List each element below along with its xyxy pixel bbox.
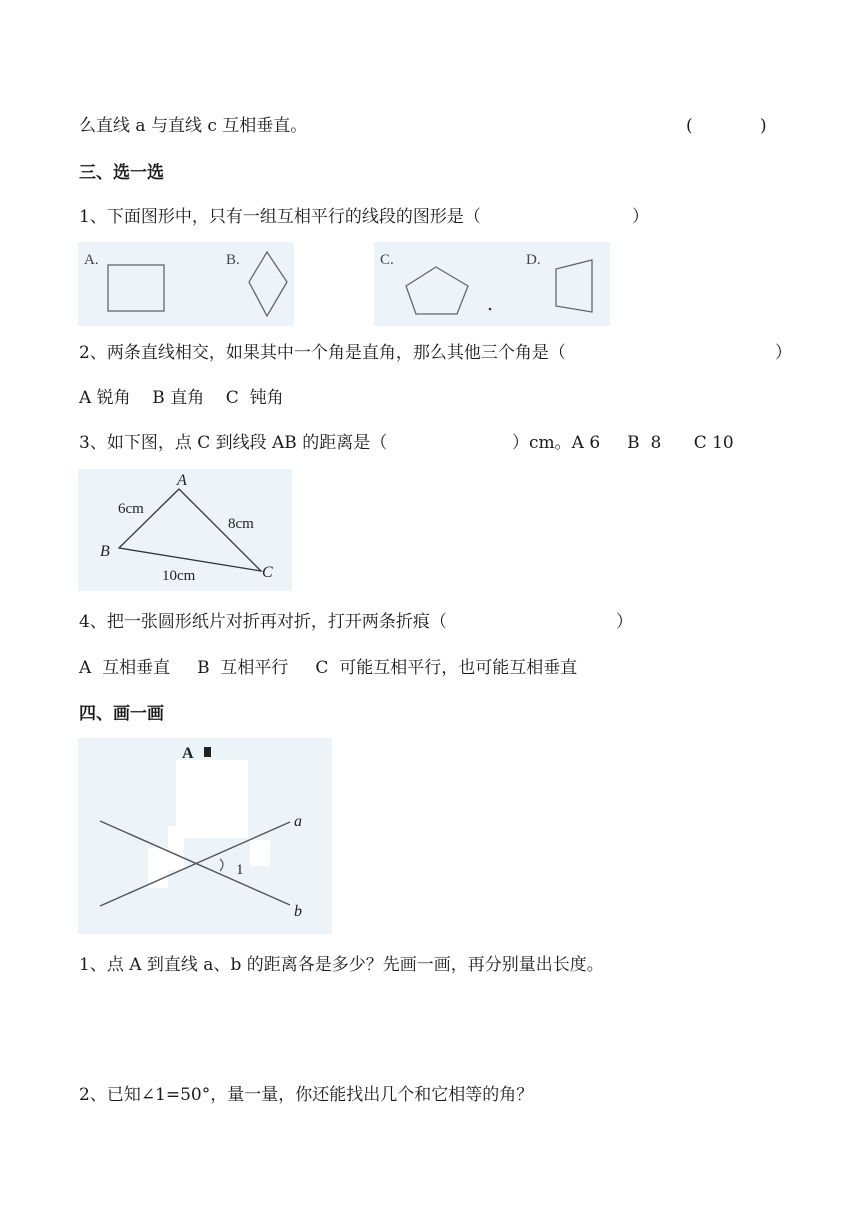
- question-2-text: 2、两条直线相交，如果其中一个角是直角，那么其他三个角是（: [79, 343, 566, 363]
- statement-text: 么直线 a 与直线 c 互相垂直。: [79, 116, 308, 136]
- option-d-label: D.: [526, 252, 541, 268]
- option-a-rectangle: [108, 265, 164, 311]
- option-d-trapezoid: [556, 260, 592, 312]
- question-2-close: ）: [775, 343, 792, 363]
- question-4-choices: A 互相垂直 B 互相平行 C 可能互相平行，也可能互相垂直: [79, 658, 578, 678]
- question-4: [79, 611, 447, 633]
- options-figure-ab: [78, 242, 294, 326]
- draw-question-2: 2、已知∠1=50°，量一量，你还能找出几个和它相等的角？: [79, 1085, 534, 1105]
- section-4-heading: 四、画一画: [79, 704, 164, 724]
- statement-line: [79, 115, 307, 137]
- side-ab-length: 6cm: [118, 501, 144, 517]
- stray-dot: [489, 308, 492, 311]
- erased-patch: [176, 760, 248, 838]
- option-b-label: B.: [226, 252, 240, 268]
- option-b-rhombus: [249, 252, 287, 316]
- options-figure-cd: [374, 242, 610, 326]
- angle-1-label: 1: [236, 862, 244, 878]
- question-1: [79, 206, 481, 228]
- option-a-label: A.: [84, 252, 99, 268]
- point-a-mark: [204, 747, 211, 757]
- intersecting-lines-figure: [78, 738, 332, 934]
- line-a-label: a: [294, 813, 302, 830]
- question-4-text: 4、把一张圆形纸片对折再对折，打开两条折痕（: [79, 612, 447, 632]
- answer-paren-open: (: [686, 116, 693, 136]
- vertex-b-label: B: [100, 543, 110, 560]
- section-3-heading: 三、选一选: [79, 163, 164, 183]
- vertex-a-label: A: [177, 472, 187, 489]
- question-3: [79, 432, 387, 454]
- option-c-label: C.: [380, 252, 394, 268]
- question-3-tail: ）cm。A 6 B 8 C 10: [512, 433, 734, 453]
- vertex-c-label: C: [262, 564, 273, 581]
- side-bc-length: 10cm: [162, 568, 196, 584]
- erased-patch: [168, 826, 184, 870]
- question-2-choices: A 锐角 B 直角 C 钝角: [79, 388, 284, 408]
- line-b-label: b: [294, 903, 302, 920]
- option-c-pentagon: [406, 267, 468, 314]
- question-1-close: ）: [632, 207, 649, 227]
- triangle-figure: [78, 469, 292, 591]
- erased-patch: [148, 848, 168, 888]
- point-a-label: A: [182, 745, 194, 762]
- question-3-text: 3、如下图，点 C 到线段 AB 的距离是（: [79, 433, 388, 453]
- question-4-close: ）: [616, 612, 633, 632]
- answer-paren-close: ): [760, 116, 767, 136]
- erased-patch: [250, 840, 270, 866]
- question-2: [79, 342, 566, 364]
- draw-question-1: 1、点 A 到直线 a、b 的距离各是多少？先画一画，再分别量出长度。: [79, 955, 604, 975]
- side-ac-length: 8cm: [228, 516, 254, 532]
- angle-1-arc: [220, 859, 223, 871]
- question-1-text: 1、下面图形中，只有一组互相平行的线段的图形是（: [79, 207, 481, 227]
